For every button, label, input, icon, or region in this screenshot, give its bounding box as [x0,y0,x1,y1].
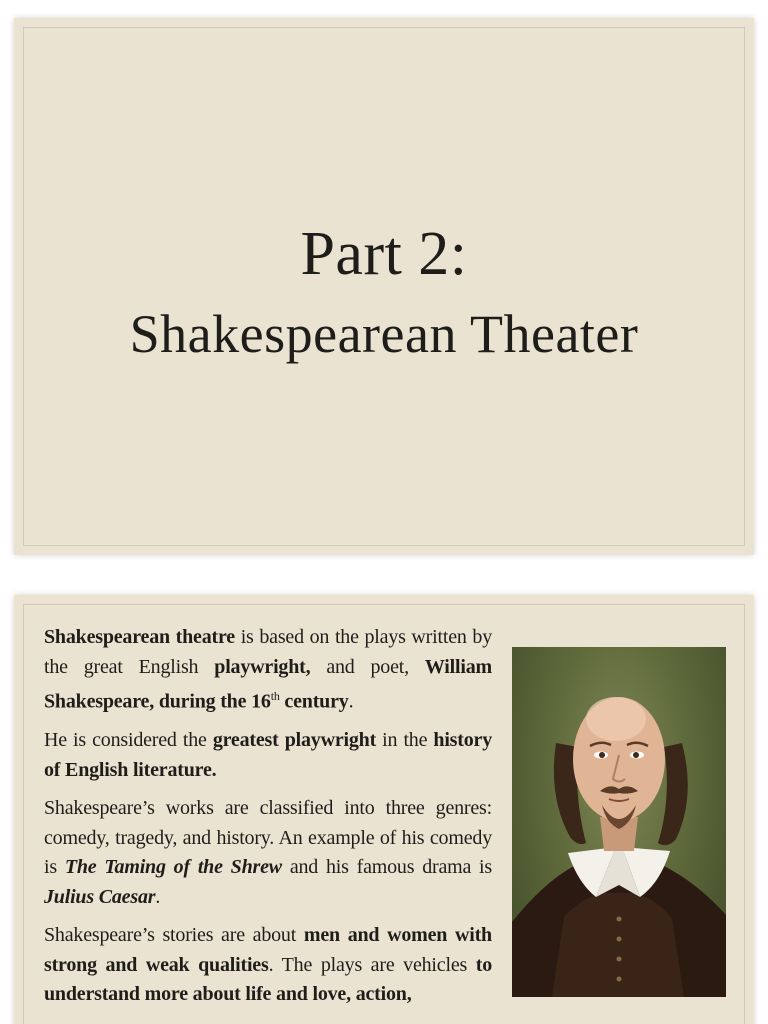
text-bold: men and women with strong and weak qualities [44,924,492,976]
text-run: . [155,885,161,908]
text-bold: greatest playwright [212,729,377,752]
slide-title [14,214,754,374]
text-bold: William Shakespeare, during the 16 [44,655,492,713]
paragraph-stories [44,921,492,1010]
text-run: Shakespeare’s works are classified into three genres: comedy, tragedy, and history. An example of his comedy is [44,797,492,879]
text-run: . [348,690,354,713]
slide-body-text [44,623,492,1019]
paragraph-greatest [44,726,492,785]
title-line-part: Part 2: [300,220,468,288]
paragraph-intro [44,623,492,717]
text-run: Shakespeare’s stories are about [44,924,304,947]
content-slide [14,595,754,1024]
superscript: th [270,689,280,703]
text-run: is based on the plays written by the great English [44,626,493,678]
text-bold: Shakespearean theatre [44,626,235,648]
text-run: . The plays are vehicles [268,953,476,976]
shakespeare-portrait-icon [512,647,726,997]
text-bold: century [279,690,349,713]
text-run: and poet, [310,655,425,678]
text-run: He is considered the [44,729,213,752]
title-slide [14,18,754,555]
text-bold: playwright, [214,655,311,678]
text-bold-italic: Julius Caesar [44,885,156,908]
text-bold-italic: The Taming of the Shrew [64,856,282,879]
paragraph-genres [44,794,492,912]
text-bold: to understand more about life and love, action, [44,953,492,1006]
text-bold: history of English literature. [44,729,493,781]
text-run: in the [376,729,434,752]
title-line-topic: Shakespearean Theater [129,304,639,364]
text-run: and his famous drama is [281,856,492,879]
